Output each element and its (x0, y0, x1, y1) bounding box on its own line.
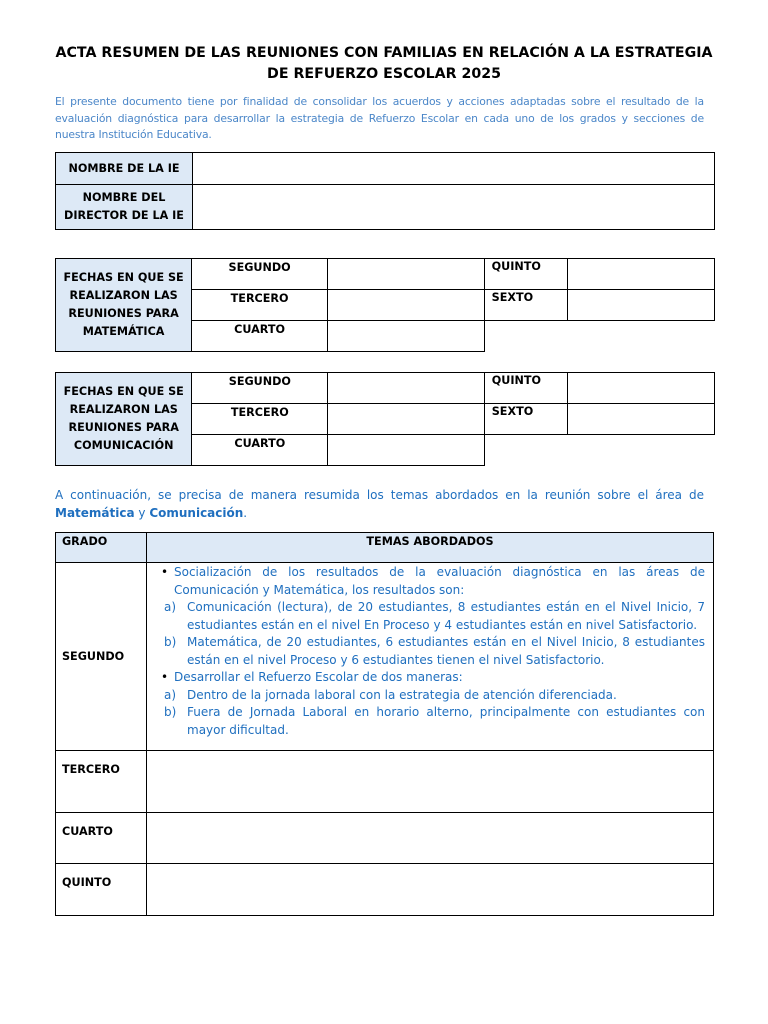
title-line-2: DE REFUERZO ESCOLAR 2025 (267, 66, 501, 82)
fechas-comunicacion-label: FECHAS EN QUE SE REALIZARON LAS REUNIONES PARA COMUNICACIÓN (56, 373, 192, 466)
com-cuarto-field[interactable] (328, 435, 485, 466)
mat-sexto-field[interactable] (568, 290, 715, 321)
fechas-matematica-table (55, 258, 715, 352)
mat-tercero-field[interactable] (328, 290, 485, 321)
temas-intro-end: . (243, 506, 248, 520)
col-grado-header: GRADO (56, 533, 147, 563)
sub-text: Dentro de la jornada laboral con la estrategia de atención diferenciada. (187, 687, 617, 702)
col-temas-header: TEMAS ABORDADOS (147, 533, 714, 563)
mat-cuarto-field[interactable] (328, 321, 485, 352)
grado-cuarto: CUARTO (56, 813, 147, 864)
director-label: NOMBRE DEL DIRECTOR DE LA IE (56, 185, 193, 230)
mat-sexto-label: SEXTO (484, 290, 568, 321)
temas-tercero-cell[interactable] (147, 751, 714, 813)
mat-tercero-label: TERCERO (192, 290, 328, 321)
com-segundo-label: SEGUNDO (192, 373, 328, 404)
sub-marker: a) (164, 600, 177, 614)
ie-info-table (55, 152, 715, 230)
com-cuarto-label: CUARTO (192, 435, 328, 466)
nombre-ie-label: NOMBRE DE LA IE (56, 153, 193, 185)
com-quinto-label: QUINTO (484, 373, 568, 404)
mat-segundo-label: SEGUNDO (192, 259, 328, 290)
sub-text: Comunicación (lectura), de 20 estudiantes, 8 estudiantes están en el Nivel Inicio, 7 estudiantes están en el nivel En Proceso y 4 estudiantes están en nivel Satisfactorio. (187, 600, 705, 632)
temas-intro-paragraph (55, 486, 704, 522)
fechas-comunicacion-table (55, 372, 715, 466)
sub-marker: a) (164, 687, 177, 702)
document-title (40, 43, 728, 85)
area-matematica: Matemática (55, 506, 135, 520)
sub-marker: b) (164, 705, 177, 719)
mat-cuarto-label: CUARTO (192, 321, 328, 352)
sub-text: Matemática, de 20 estudiantes, 6 estudiantes están en el Nivel Inicio, 8 estudiantes están en el nivel Proceso y 6 estudiantes tienen el nivel Satisfactorio. (187, 635, 705, 667)
com-segundo-field[interactable] (328, 373, 485, 404)
temas-cuarto-cell[interactable] (147, 813, 714, 864)
temas-segundo-cell[interactable] (147, 563, 714, 751)
grado-quinto: QUINTO (56, 864, 147, 916)
sub-item (161, 704, 705, 739)
com-tercero-label: TERCERO (192, 404, 328, 435)
area-comunicacion: Comunicación (149, 506, 244, 520)
mat-segundo-field[interactable] (328, 259, 485, 290)
com-sexto-label: SEXTO (484, 404, 568, 435)
nombre-ie-field[interactable] (193, 153, 715, 185)
sub-item (161, 599, 705, 634)
mat-quinto-label: QUINTO (484, 259, 568, 290)
temas-table (55, 532, 714, 916)
grado-segundo: SEGUNDO (56, 563, 147, 751)
title-line-1: ACTA RESUMEN DE LAS REUNIONES CON FAMILIAS EN RELACIÓN A LA ESTRATEGIA (55, 45, 713, 61)
bullet-item: • Socialización de los resultados de la evaluación diagnóstica en las áreas de Comunicación y Matemática, los resultados son: (161, 564, 705, 599)
com-quinto-field[interactable] (568, 373, 715, 404)
com-sexto-field[interactable] (568, 404, 715, 435)
temas-quinto-cell[interactable] (147, 864, 714, 916)
bullet-item: • Desarrollar el Refuerzo Escolar de dos maneras: (161, 669, 705, 687)
fechas-matematica-label: FECHAS EN QUE SE REALIZARON LAS REUNIONES PARA MATEMÁTICA (56, 259, 192, 352)
sub-marker: b) (164, 635, 177, 649)
intro-paragraph: El presente documento tiene por finalidad de consolidar los acuerdos y acciones adaptadas sobre el resultado de la evaluación diagnóstica para desarrollar la estrategia de Refuerzo Escolar en cada uno de los grados y secciones de nuestra Institución Educativa. (55, 95, 704, 141)
mat-empty-cell (484, 321, 714, 352)
sub-item (161, 634, 705, 669)
temas-intro-text: A continuación, se precisa de manera resumida los temas abordados en la reunión sobre el área de (55, 488, 704, 502)
director-field[interactable] (193, 185, 715, 230)
grado-tercero: TERCERO (56, 751, 147, 813)
mat-quinto-field[interactable] (568, 259, 715, 290)
sub-item (161, 687, 705, 705)
temas-intro-connector: y (134, 506, 150, 520)
com-empty-cell (484, 435, 714, 466)
com-tercero-field[interactable] (328, 404, 485, 435)
sub-text: Fuera de Jornada Laboral en horario alterno, principalmente con estudiantes con mayor dificultad. (187, 705, 705, 737)
